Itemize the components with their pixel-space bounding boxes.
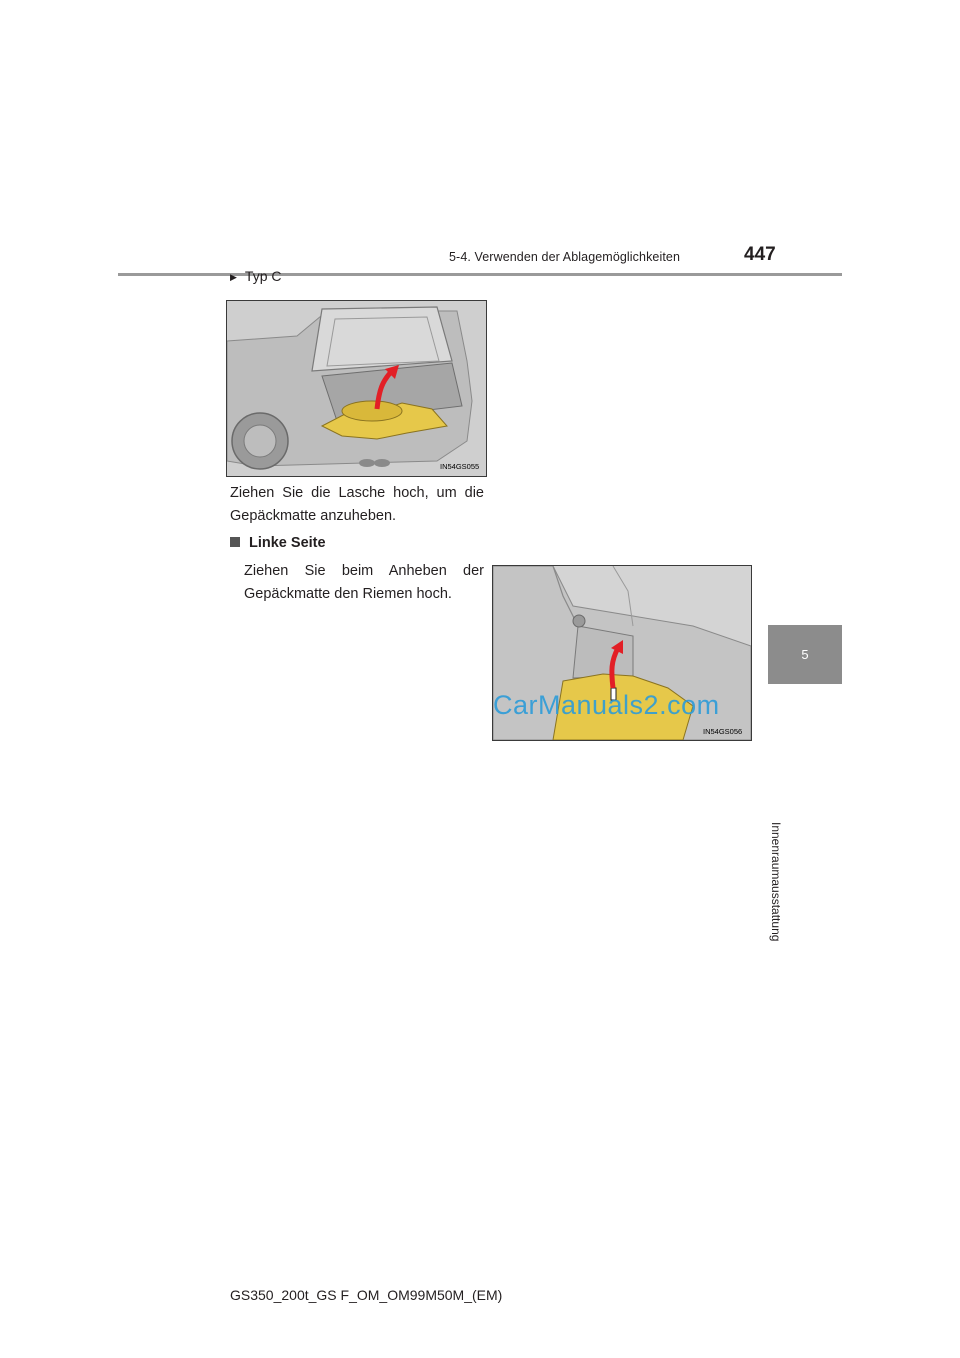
type-bullet bbox=[230, 268, 282, 284]
watermark: CarManuals2.com bbox=[493, 690, 720, 720]
figure1-code: IN54GS055 bbox=[440, 462, 480, 471]
triangle-bullet-icon: ▶ bbox=[230, 272, 237, 282]
car-trunk-illustration bbox=[227, 301, 486, 476]
document-code: GS350_200t_GS F_OM_OM99M50M_(EM) bbox=[230, 1287, 503, 1303]
chapter-tab[interactable] bbox=[768, 625, 842, 684]
subheading-left-side bbox=[230, 535, 326, 551]
subheading-label: Linke Seite bbox=[249, 535, 326, 551]
left-side-paragraph: Ziehen Sie beim Anheben der Gepäckmatte den Riemen hoch. bbox=[244, 563, 484, 602]
instruction-paragraph: Ziehen Sie die Lasche hoch, um die Gepäckmatte anzuheben. bbox=[230, 485, 484, 524]
chapter-number: 5 bbox=[801, 647, 809, 662]
section-title: 5-4. Verwenden der Ablagemöglichkeiten bbox=[449, 250, 681, 264]
chapter-title-label: Innenraumausstattung bbox=[769, 822, 783, 942]
chapter-side-title bbox=[761, 692, 821, 942]
square-bullet-icon bbox=[230, 537, 240, 547]
page-number: 447 bbox=[744, 244, 776, 265]
header-divider bbox=[118, 273, 842, 276]
type-label: Typ C bbox=[244, 268, 282, 284]
figure-trunk-luggage-mat bbox=[226, 300, 487, 477]
figure2-code: IN54GS056 bbox=[703, 727, 743, 736]
